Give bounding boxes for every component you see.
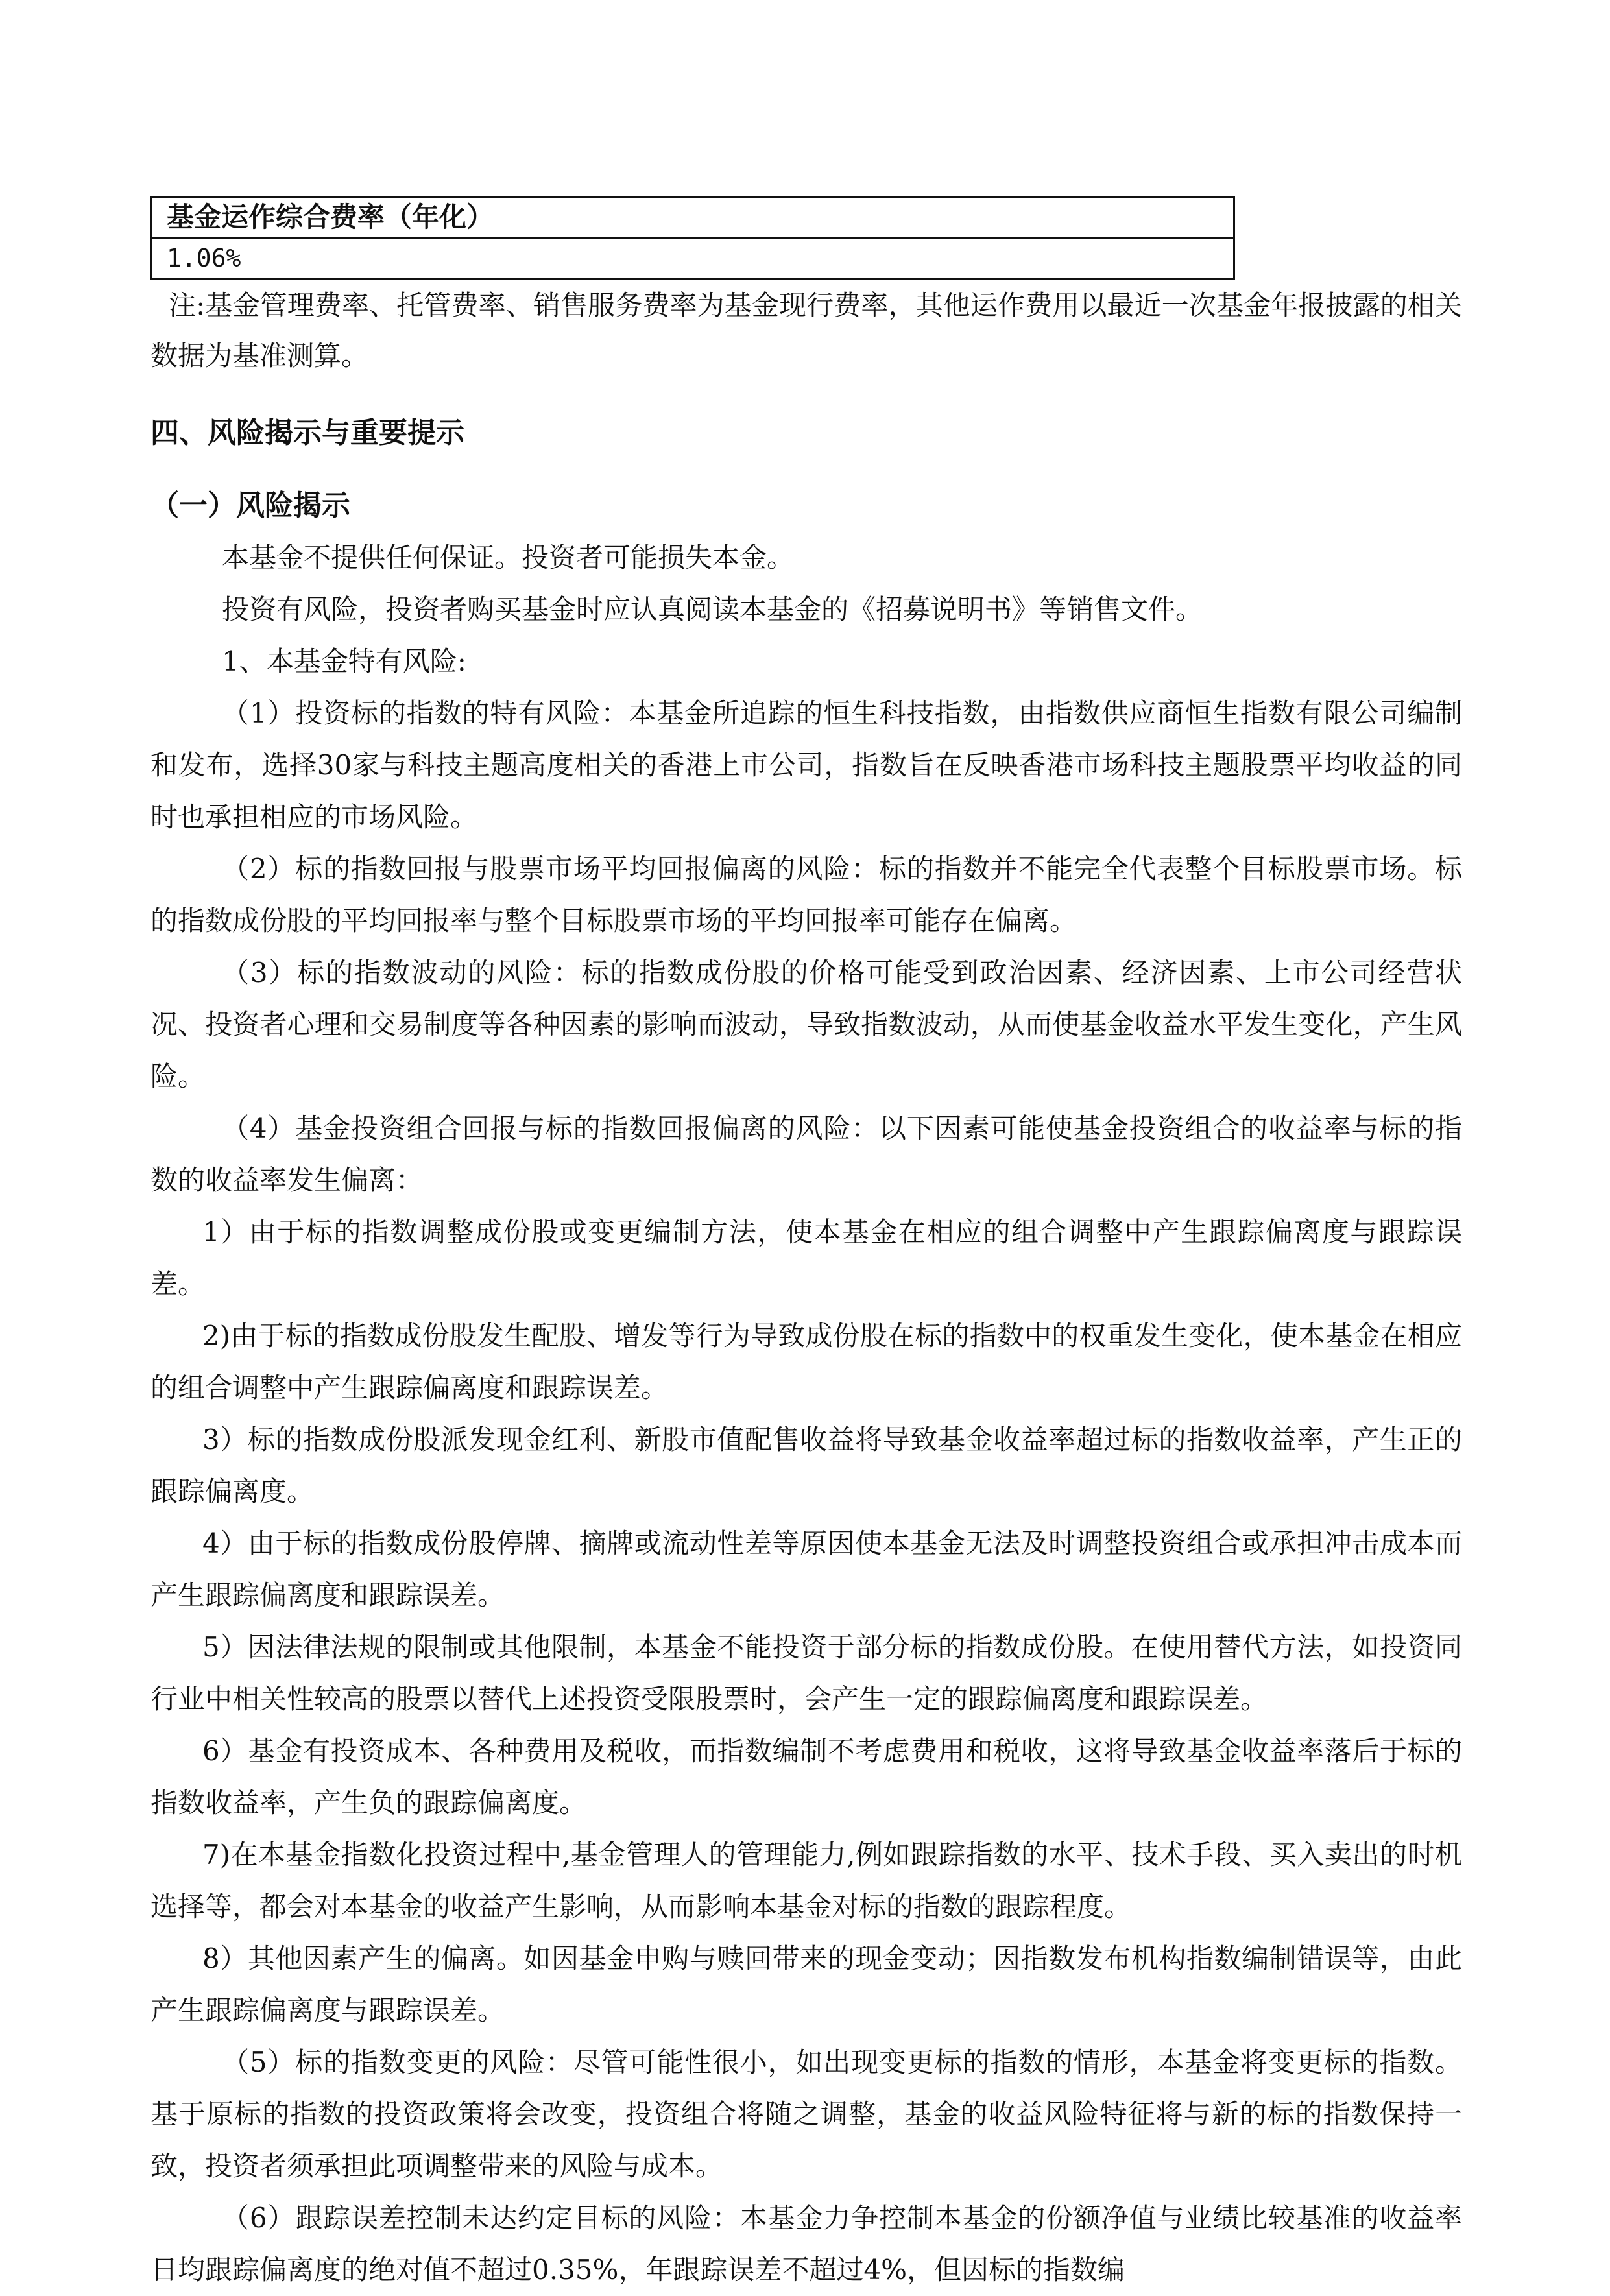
paragraph: （2）标的指数回报与股票市场平均回报偏离的风险：标的指数并不能完全代表整个目标股票市场。标的指数成份股的平均回报率与整个目标股票市场的平均回报率可能存在偏离。 [150,853,1462,937]
subsection-title: （一）风险揭示 [150,489,350,522]
fee-table-value: 1.06% [167,244,241,272]
paragraph: （6）跟踪误差控制未达约定目标的风险：本基金力争控制本基金的份额净值与业绩比较基准的收益率日均跟踪偏离度的绝对值不超过0.35%，年跟踪误差不超过4%，但因标的指数编 [150,2202,1462,2286]
section-title: 四、风险揭示与重要提示 [150,416,464,449]
paragraph: （3）标的指数波动的风险：标的指数成份股的价格可能受到政治因素、经济因素、上市公司经营状况、投资者心理和交易制度等各种因素的影响而波动，导致指数波动，从而使基金收益水平发生变化，产生风险。 [150,957,1462,1092]
paragraph: （5）标的指数变更的风险：尽管可能性很小，如出现变更标的指数的情形，本基金将变更标的指数。基于原标的指数的投资政策将会改变，投资组合将随之调整，基金的收益风险特征将与新的标的指数保持一致，投资者须承担此项调整带来的风险与成本。 [150,2046,1462,2182]
paragraph: 本基金不提供任何保证。投资者可能损失本金。 [222,542,795,573]
fee-table-header: 基金运作综合费率（年化） [152,198,1233,239]
paragraph: 6）基金有投资成本、各种费用及税收，而指数编制不考虑费用和税收，这将导致基金收益率落后于标的指数收益率，产生负的跟踪偏离度。 [150,1735,1462,1819]
paragraph: 投资有风险，投资者购买基金时应认真阅读本基金的《招募说明书》等销售文件。 [222,593,1203,625]
fee-rate-table [150,196,1235,280]
risk-disclosure-body [150,532,1462,2296]
fee-note: 注:基金管理费率、托管费率、销售服务费率为基金现行费率，其他运作费用以最近一次基金年报披露的相关数据为基准测算。 [150,289,1462,372]
paragraph: 5）因法律法规的限制或其他限制，本基金不能投资于部分标的指数成份股。在使用替代方法，如投资同行业中相关性较高的股票以替代上述投资受限股票时，会产生一定的跟踪偏离度和跟踪误差。 [150,1631,1462,1715]
paragraph: 8）其他因素产生的偏离。如因基金申购与赎回带来的现金变动；因指数发布机构指数编制错误等，由此产生跟踪偏离度与跟踪误差。 [150,1943,1462,2026]
paragraph: 1、本基金特有风险: [222,645,466,677]
paragraph: 4）由于标的指数成份股停牌、摘牌或流动性差等原因使本基金无法及时调整投资组合或承担冲击成本而产生跟踪偏离度和跟踪误差。 [150,1527,1462,1611]
paragraph: 7)在本基金指数化投资过程中,基金管理人的管理能力,例如跟踪指数的水平、技术手段、买入卖出的时机选择等，都会对本基金的收益产生影响，从而影响本基金对标的指数的跟踪程度。 [150,1839,1462,1922]
paragraph: 2)由于标的指数成份股发生配股、增发等行为导致成份股在标的指数中的权重发生变化，使本基金在相应的组合调整中产生跟踪偏离度和跟踪误差。 [150,1320,1462,1404]
paragraph: 3）标的指数成份股派发现金红利、新股市值配售收益将导致基金收益率超过标的指数收益率，产生正的跟踪偏离度。 [150,1424,1462,1507]
paragraph: 1）由于标的指数调整成份股或变更编制方法，使本基金在相应的组合调整中产生跟踪偏离度与跟踪误差。 [150,1216,1462,1300]
paragraph: （1）投资标的指数的特有风险：本基金所追踪的恒生科技指数，由指数供应商恒生指数有限公司编制和发布，选择30家与科技主题高度相关的香港上市公司，指数旨在反映香港市场科技主题股票平均收益的同时也承担相应的市场风险。 [150,697,1462,833]
paragraph: （4）基金投资组合回报与标的指数回报偏离的风险：以下因素可能使基金投资组合的收益率与标的指数的收益率发生偏离： [150,1112,1462,1196]
